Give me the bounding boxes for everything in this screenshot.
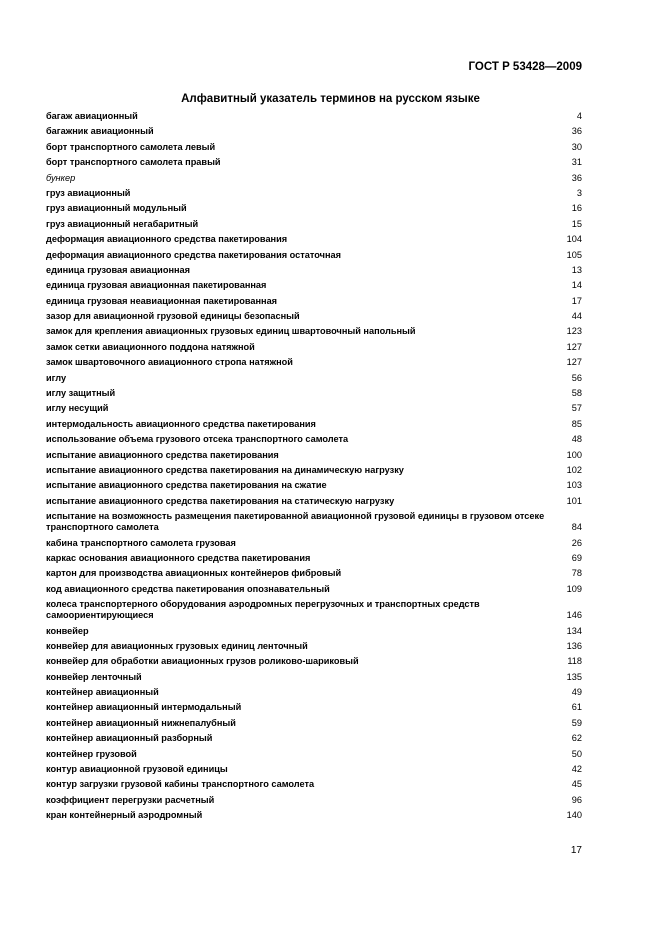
index-term: коэффициент перегрузки расчетный <box>46 794 215 805</box>
index-page-ref: 118 <box>567 656 582 667</box>
index-page-ref: 44 <box>571 311 582 322</box>
index-page-ref: 100 <box>566 449 582 460</box>
index-term: замок сетки авиационного поддона натяжной <box>46 341 255 352</box>
index-entry <box>46 641 582 652</box>
index-page-ref: 36 <box>571 126 582 137</box>
index-entry <box>46 311 582 322</box>
index-term: борт транспортного самолета правый <box>46 157 221 168</box>
index-page-ref: 49 <box>571 687 582 698</box>
index-term: конвейер для обработки авиационных грузов роликово-шариковый <box>46 656 359 667</box>
index-title: Алфавитный указатель терминов на русском языке <box>181 93 480 105</box>
index-term: испытание авиационного средства пакетирования на динамическую нагрузку <box>46 464 404 475</box>
index-entry <box>46 511 582 533</box>
index-page-ref: 31 <box>571 157 582 168</box>
index-term: иглу защитный <box>46 388 116 399</box>
index-entry <box>46 157 582 168</box>
index-entry <box>46 419 582 430</box>
index-entry <box>46 357 582 368</box>
index-term: интермодальность авиационного средства пакетирования <box>46 418 316 429</box>
index-page-ref: 134 <box>566 625 582 636</box>
index-term: конвейер <box>46 625 89 636</box>
index-entry <box>46 403 582 414</box>
index-page-ref: 85 <box>571 418 582 429</box>
index-term: груз авиационный модульный <box>46 203 187 214</box>
index-page-ref: 48 <box>571 434 582 445</box>
index-page-ref: 78 <box>571 568 582 579</box>
index-page-ref: 3 <box>576 187 582 198</box>
index-page-ref: 96 <box>571 794 582 805</box>
index-entry <box>46 626 582 637</box>
index-term: груз авиационный негабаритный <box>46 218 199 229</box>
index-entry <box>46 450 582 461</box>
index-page-ref: 135 <box>566 671 582 682</box>
index-entry <box>46 142 582 153</box>
index-term: деформация авиационного средства пакетирования остаточная <box>46 249 341 260</box>
index-page-ref: 30 <box>571 141 582 152</box>
index-page-ref: 15 <box>571 218 582 229</box>
index-entry <box>46 296 582 307</box>
index-entry <box>46 188 582 199</box>
index-page-ref: 84 <box>571 522 582 533</box>
index-entry <box>46 219 582 230</box>
index-page-ref: 103 <box>566 480 582 491</box>
index-entry <box>46 480 582 491</box>
index-page-ref: 101 <box>566 495 582 506</box>
index-entry <box>46 702 582 713</box>
index-page-ref: 58 <box>571 388 582 399</box>
index-term: борт транспортного самолета левый <box>46 141 216 152</box>
index-term: иглу несущий <box>46 403 109 414</box>
index-entry <box>46 599 582 621</box>
index-term: деформация авиационного средства пакетирования <box>46 234 288 245</box>
index-page-ref: 123 <box>566 326 582 337</box>
index-page-ref: 59 <box>571 717 582 728</box>
index-entry <box>46 687 582 698</box>
index-entry <box>46 584 582 595</box>
index-entry <box>46 126 582 137</box>
index-entry <box>46 553 582 564</box>
index-page-ref: 102 <box>566 464 582 475</box>
index-page-ref: 57 <box>571 403 582 414</box>
index-page-ref: 16 <box>571 203 582 214</box>
index-entry <box>46 733 582 744</box>
index-entry <box>46 672 582 683</box>
index-page-ref: 42 <box>571 764 582 775</box>
index-page-ref: 45 <box>571 779 582 790</box>
index-term: каркас основания авиационного средства пакетирования <box>46 552 311 563</box>
index-entry <box>46 388 582 399</box>
index-entry <box>46 749 582 760</box>
index-entry <box>46 810 582 821</box>
index-entry <box>46 111 582 122</box>
index-term: испытание на возможность размещения пакетированной авиационной грузовой единицы в грузовом отсеке транспортного самолета <box>46 511 545 533</box>
index-page-ref: 36 <box>571 172 582 183</box>
index-entry <box>46 280 582 291</box>
index-entry <box>46 568 582 579</box>
index-page-ref: 127 <box>566 357 582 368</box>
index-entry <box>46 342 582 353</box>
index-page-ref: 4 <box>576 111 582 121</box>
index-term: картон для производства авиационных контейнеров фибровый <box>46 568 342 579</box>
index-term: зазор для авиационной грузовой единицы безопасный <box>46 311 300 322</box>
index-page-ref: 136 <box>566 640 582 651</box>
index-entry <box>46 203 582 214</box>
index-term: контейнер авиационный интермодальный <box>46 702 242 713</box>
index-term: контейнер грузовой <box>46 748 137 759</box>
index-entry <box>46 250 582 261</box>
index-term: конвейер для авиационных грузовых единиц ленточный <box>46 640 308 651</box>
index-page-ref: 127 <box>566 341 582 352</box>
index-term: багаж авиационный <box>46 111 138 121</box>
index-page-ref: 105 <box>566 249 582 260</box>
index-entry <box>46 234 582 245</box>
index-term: единица грузовая неавиационная пакетированная <box>46 295 278 306</box>
index-term: конвейер ленточный <box>46 671 142 682</box>
index-page-ref: 13 <box>571 264 582 275</box>
index-entry <box>46 496 582 507</box>
index-term: замок для крепления авиационных грузовых единиц швартовочный напольный <box>46 326 416 337</box>
page-number: 17 <box>570 845 582 856</box>
index-term: колеса транспортерного оборудования аэродромных перегрузочных и транспортных средств самоориентирующиеся <box>46 599 480 621</box>
index-entry <box>46 326 582 337</box>
index-page-ref: 109 <box>566 583 582 594</box>
index-term: испытание авиационного средства пакетирования <box>46 449 279 460</box>
index-term: контейнер авиационный разборный <box>46 733 213 744</box>
index-term: иглу <box>46 372 67 383</box>
index-entry <box>46 173 582 184</box>
index-entry <box>46 465 582 476</box>
index-page-ref: 62 <box>571 733 582 744</box>
index-entry <box>46 538 582 549</box>
index-term: испытание авиационного средства пакетирования на статическую нагрузку <box>46 495 395 506</box>
index-term: кран контейнерный аэродромный <box>46 810 203 821</box>
index-term: единица грузовая авиационная <box>46 264 191 275</box>
index-page-ref: 146 <box>566 610 582 621</box>
index-entry <box>46 373 582 384</box>
index-term: багажник авиационный <box>46 126 154 137</box>
index-page-ref: 69 <box>571 552 582 563</box>
index-term: контейнер авиационный <box>46 687 159 698</box>
index-entry <box>46 795 582 806</box>
index-term: единица грузовая авиационная пакетированная <box>46 280 267 291</box>
index-term: контейнер авиационный нижнепалубный <box>46 717 236 728</box>
index-entry <box>46 265 582 276</box>
index-page-ref: 140 <box>566 810 582 821</box>
index-term: контур авиационной грузовой единицы <box>46 764 228 775</box>
index-page-ref: 14 <box>571 280 582 291</box>
index-term: код авиационного средства пакетирования опознавательный <box>46 583 330 594</box>
index-page-ref: 17 <box>571 295 582 306</box>
index-term: кабина транспортного самолета грузовая <box>46 537 236 548</box>
index-page-ref: 50 <box>571 748 582 759</box>
index-entry <box>46 656 582 667</box>
index-term: замок швартовочного авиационного стропа натяжной <box>46 357 293 368</box>
index-page-ref: 56 <box>571 372 582 383</box>
index-term: бункер <box>46 172 76 183</box>
standard-designation: ГОСТ Р 53428—2009 <box>468 61 582 73</box>
index-entry <box>46 434 582 445</box>
index-term: груз авиационный <box>46 187 131 198</box>
index-entry <box>46 718 582 729</box>
index-page-ref: 104 <box>566 234 582 245</box>
term-index <box>46 111 582 826</box>
index-term: использование объема грузового отсека транспортного самолета <box>46 434 349 445</box>
index-page-ref: 61 <box>571 702 582 713</box>
index-term: контур загрузки грузовой кабины транспортного самолета <box>46 779 315 790</box>
index-entry <box>46 779 582 790</box>
index-entry <box>46 764 582 775</box>
index-page-ref: 26 <box>571 537 582 548</box>
index-term: испытание авиационного средства пакетирования на сжатие <box>46 480 327 491</box>
